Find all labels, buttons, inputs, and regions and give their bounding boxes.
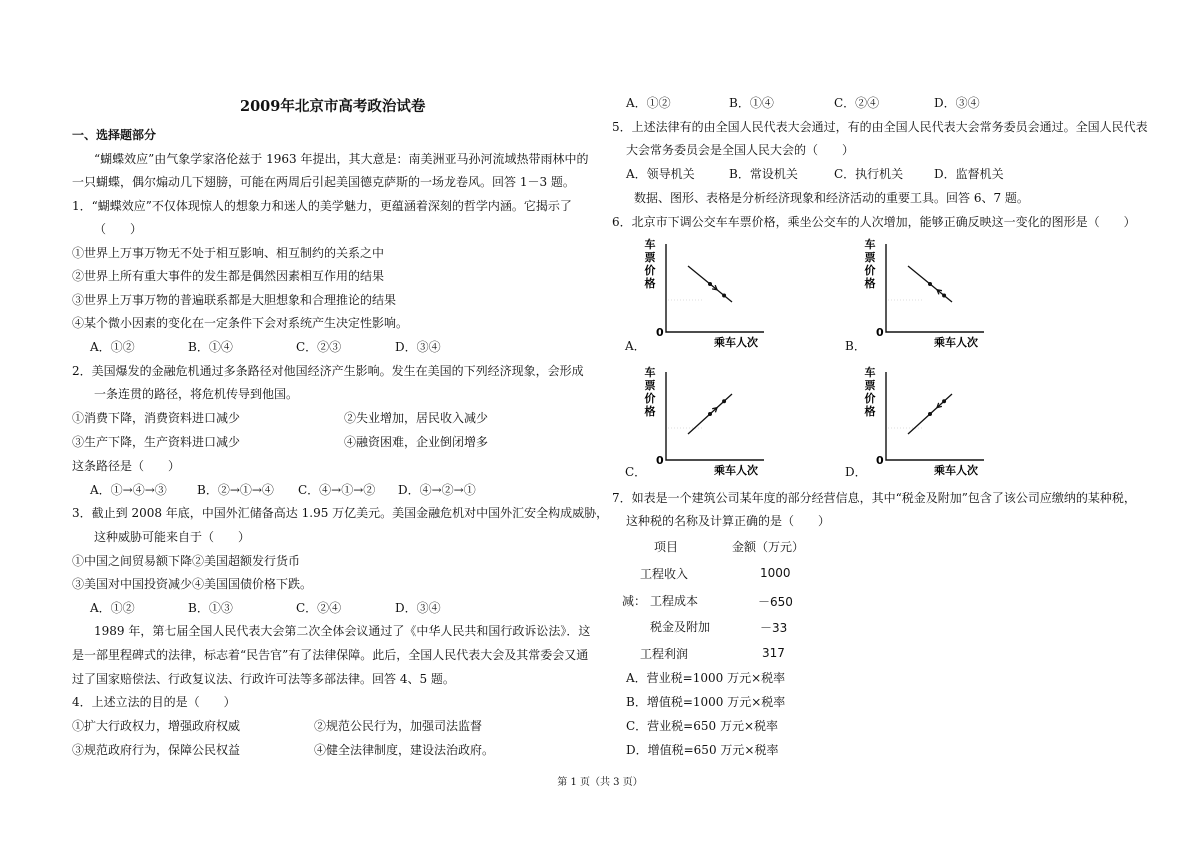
q6-xlabel: 乘车人次 [934,336,978,349]
q6-graph-b [852,236,987,351]
q6-ylabel-char: 价 [644,392,656,405]
q6-ylabel-char: 票 [864,379,876,392]
q1-option-a[interactable]: A．①② [90,340,135,354]
q6-stem: 6．北京市下调公交车车票价格，乘坐公交车的人次增加，能够正确反映这一变化的图形是（ ） [612,215,1136,229]
q4-option-b[interactable]: B．①④ [729,96,774,110]
q6-axes [886,372,984,460]
q6-point [722,294,726,298]
q6-ylabel-char: 格 [644,277,656,290]
q6-option-b[interactable]: B． [845,339,866,353]
q2-stem-line-1: 2．美国爆发的金融危机通过多条路径对他国经济产生影响。发生在美国的下列经济现象，会形成 [72,364,584,378]
q5-option-a[interactable]: A．领导机关 [626,167,695,181]
q6-origin: 0 [656,454,664,467]
q4-option-c[interactable]: C．②④ [834,96,880,110]
q6-xlabel: 乘车人次 [934,464,978,477]
q6-ylabel-char: 票 [644,379,656,392]
q6-point [942,399,946,403]
q3-option-b[interactable]: B．①③ [188,601,233,615]
q6-point [722,399,726,403]
intro-1-line-2: 一只蝴蝶，偶尔煽动几下翅膀，可能在两周后引起美国德克萨斯的一场龙卷风。回答 1－3 题。 [72,175,575,189]
intro-2-line-2: 是一部里程碑式的法律，标志着“民告官”有了法律保障。此后，全国人民代表大会及其常委会又通 [72,648,589,662]
q5-option-d[interactable]: D．监督机关 [934,167,1004,181]
q7-row-value: －650 [758,595,793,609]
q6-ylabel-char: 价 [864,392,876,405]
q2-item-2: ②失业增加，居民收入减少 [344,411,489,425]
q3-item-1: ①中国之间贸易额下降②美国超额发行货币 [72,554,301,568]
q6-point [708,412,712,416]
q7-row-label: 工程成本 [650,594,699,608]
q2-item-1: ①消费下降，消费资料进口减少 [72,411,241,425]
q7-row-value: －33 [760,621,788,635]
q6-graph-a [632,236,767,351]
q1-stem-line-2: （ ） [94,222,143,236]
q6-xlabel: 乘车人次 [714,336,758,349]
q6-ylabel-char: 票 [644,251,656,264]
q4-item-1: ①扩大行政权力，增强政府权威 [72,719,241,733]
q6-ylabel-char: 票 [864,251,876,264]
q2-stem-line-2: 一条连贯的路径，将危机传导到他国。 [94,387,299,401]
q5-stem-line-2: 大会常务委员会是全国人民大会的（ ） [626,143,855,157]
q6-origin: 0 [876,326,884,339]
q6-point [928,412,932,416]
q6-graph-d [852,364,987,479]
intro-2-line-3: 过了国家赔偿法、行政复议法、行政许可法等多部法律。回答 4、5 题。 [72,672,455,686]
q7-row-label: 税金及附加 [650,620,711,634]
q7-stem-line-1: 7．如表是一个建筑公司某年度的部分经营信息，其中“税金及附加”包含了该公司应缴纳的某种税， [612,491,1136,505]
q6-origin: 0 [876,454,884,467]
q4-item-2: ②规范公民行为，加强司法监督 [314,719,483,733]
q7-stem-line-2: 这种税的名称及计算正确的是（ ） [626,514,831,528]
q6-ylabel-char: 价 [864,264,876,277]
q3-option-c[interactable]: C．②④ [296,601,342,615]
q3-stem-line-1: 3．截止到 2008 年底，中国外汇储备高达 1.95 万亿美元。美国金融危机对中国外汇安全构成威胁， [72,506,609,520]
q2-item-4: ④融资困难，企业倒闭增多 [344,435,489,449]
q7-row-label: 工程利润 [640,647,689,661]
q7-row-prefix: 减： [622,594,647,608]
q1-item-2: ②世界上所有重大事件的发生都是偶然因素相互作用的结果 [72,269,385,283]
q7-option-d[interactable]: D．增值税=650 万元×税率 [626,743,779,757]
q6-graph-c [632,364,767,479]
q7-table-header-amount: 金额（万元） [732,540,805,554]
q2-ask: 这条路径是（ ） [72,459,181,473]
q6-option-d[interactable]: D． [845,465,867,479]
q1-item-3: ③世界上万事万物的普遍联系都是大胆想象和合理推论的结果 [72,293,397,307]
q1-stem-line-1: 1．“蝴蝶效应”不仅体现惊人的想象力和迷人的美学魅力，更蕴涵着深刻的哲学内涵。它揭示了 [72,199,572,213]
q6-ylabel-char: 车 [864,238,876,251]
q7-row-value: 1000 [760,566,791,580]
q6-ylabel-char: 格 [864,405,876,418]
q3-item-2: ③美国对中国投资减少④美国国债价格下跌。 [72,577,313,591]
q6-xlabel: 乘车人次 [714,464,758,477]
q1-option-d[interactable]: D．③④ [395,340,441,354]
q1-item-1: ①世界上万事万物无不处于相互影响、相互制约的关系之中 [72,246,385,260]
q6-axes [666,372,764,460]
q6-option-a[interactable]: A． [625,339,646,353]
page-footer: 第 1 页（共 3 页） [557,777,643,788]
q7-option-a[interactable]: A．营业税=1000 万元×税率 [626,671,786,685]
q3-option-d[interactable]: D．③④ [395,601,441,615]
q2-option-c[interactable]: C．④→①→② [298,483,376,497]
q6-ylabel-char: 格 [644,405,656,418]
q2-item-3: ③生产下降，生产资料进口减少 [72,435,241,449]
q6-option-c[interactable]: C． [625,465,647,479]
q3-stem-line-2: 这种威胁可能来自于（ ） [94,530,251,544]
q6-origin: 0 [656,326,664,339]
intro-3: 数据、图形、表格是分析经济现象和经济活动的重要工具。回答 6、7 题。 [634,191,1029,205]
q7-row-value: 317 [762,646,785,660]
q6-point [708,282,712,286]
q5-option-b[interactable]: B．常设机关 [729,167,798,181]
q3-option-a[interactable]: A．①② [90,601,135,615]
q6-ylabel-char: 车 [644,238,656,251]
q2-option-b[interactable]: B．②→①→④ [197,483,274,497]
section-heading: 一、选择题部分 [72,128,157,142]
q7-row-label: 工程收入 [640,567,689,581]
q2-option-a[interactable]: A．①→④→③ [90,483,167,497]
q5-stem-line-1: 5．上述法律有的由全国人民代表大会通过，有的由全国人民代表大会常务委员会通过。全国人民代表 [612,120,1148,134]
q1-option-b[interactable]: B．①④ [188,340,233,354]
q6-ylabel-char: 车 [644,366,656,379]
q6-ylabel-char: 车 [864,366,876,379]
q4-item-4: ④健全法律制度，建设法治政府。 [314,743,495,757]
q5-option-c[interactable]: C．执行机关 [834,167,904,181]
q1-item-4: ④某个微小因素的变化在一定条件下会对系统产生决定性影响。 [72,316,409,330]
q4-item-3: ③规范政府行为，保障公民权益 [72,743,241,757]
intro-1-line-1: “蝴蝶效应”由气象学家洛伦兹于 1963 年提出，其大意是：南美洲亚马孙河流域热带雨林中的 [94,152,589,166]
q6-ylabel-char: 价 [644,264,656,277]
q2-option-d[interactable]: D．④→②→① [398,483,476,497]
q4-option-d[interactable]: D．③④ [934,96,980,110]
q4-stem: 4．上述立法的目的是（ ） [72,695,236,709]
q7-option-c[interactable]: C．营业税=650 万元×税率 [626,719,779,733]
q6-point [928,282,932,286]
q7-table-header-item: 项目 [654,540,679,554]
q6-ylabel-char: 格 [864,277,876,290]
intro-2-line-1: 1989 年，第七届全国人民代表大会第二次全体会议通过了《中华人民共和国行政诉讼法》．这 [94,624,591,638]
page-title: 2009年北京市高考政治试卷 [240,98,426,115]
q6-point [942,294,946,298]
q4-option-a[interactable]: A．①② [626,96,671,110]
q1-option-c[interactable]: C．②③ [296,340,342,354]
q7-option-b[interactable]: B．增值税=1000 万元×税率 [626,695,786,709]
